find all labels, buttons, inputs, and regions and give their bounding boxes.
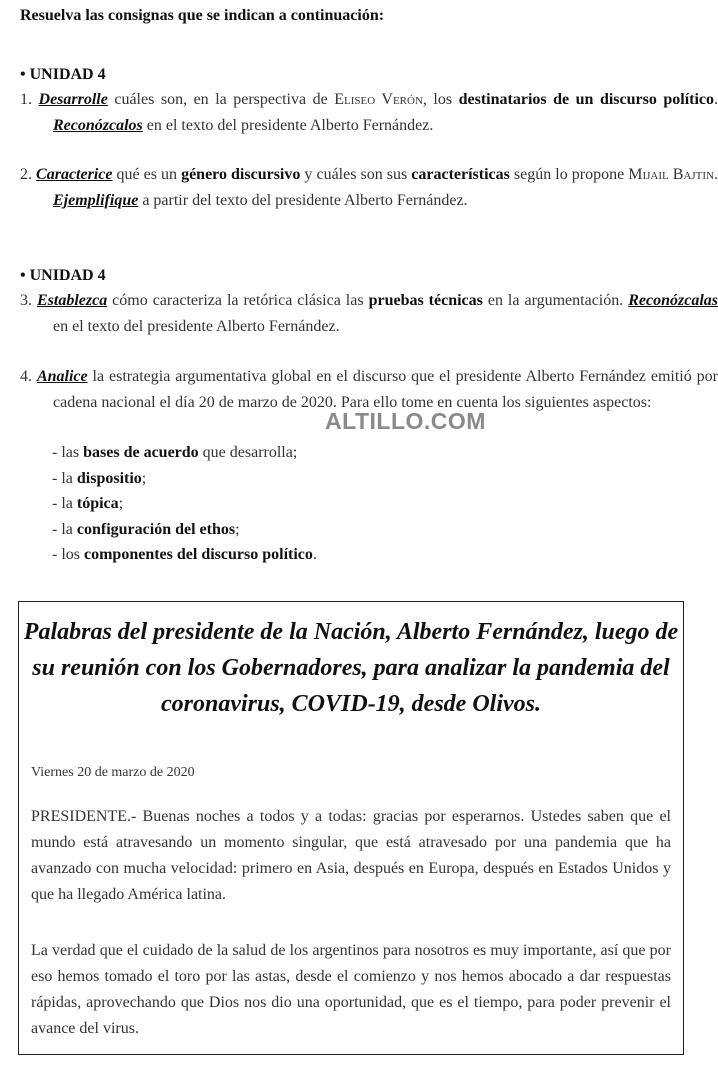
text-run: en el texto del presidente Alberto Fernández. bbox=[142, 116, 434, 134]
text-run: . bbox=[312, 546, 317, 563]
key-term: destinatarios de un discurso político bbox=[458, 91, 715, 108]
unit-heading: • UNIDAD 4 bbox=[20, 66, 106, 83]
instruction-verb: Caracterice bbox=[36, 166, 113, 183]
text-run: - la bbox=[52, 469, 77, 487]
aspect-item bbox=[52, 466, 682, 492]
instruction-verb: Analice bbox=[36, 368, 88, 385]
text-run: cuáles son, en la perspectiva de bbox=[107, 91, 335, 108]
text-run: en la argumentación. bbox=[482, 292, 629, 309]
text-run: qué es un bbox=[112, 166, 182, 183]
watermark: ALTILLO.COM bbox=[325, 408, 486, 434]
question-3 bbox=[20, 288, 718, 339]
text-run: 4. bbox=[20, 368, 37, 385]
text-run: ; bbox=[118, 495, 124, 512]
speech-date: Viernes 20 de marzo de 2020 bbox=[31, 765, 195, 780]
text-run: cómo caracteriza la retórica clásica las bbox=[107, 292, 369, 309]
text-run: - la bbox=[52, 520, 77, 538]
speech-box bbox=[18, 601, 684, 1055]
key-term: tópica bbox=[76, 495, 119, 512]
text-run: según lo propone bbox=[509, 166, 629, 183]
text-run: - las bbox=[52, 444, 84, 461]
aspect-item bbox=[52, 491, 682, 517]
question-1 bbox=[20, 87, 718, 138]
text-run: y cuáles son sus bbox=[300, 166, 412, 183]
text-run: ; bbox=[235, 520, 240, 538]
key-term: pruebas técnicas bbox=[368, 292, 483, 309]
text-run: la estrategia argumentativa global en el discurso que el presidente Alberto Fernández emitió por cadena nacional el día 20 de marzo de 2020. Para ello tome en cuenta los siguientes aspectos: bbox=[53, 368, 718, 411]
instruction-verb: Reconózcalas bbox=[628, 292, 718, 309]
speech-paragraph: La verdad que el cuidado de la salud de los argentinos para nosotros es muy importante, así que por eso hemos tomado el toro por las astas, desde el comienzo y nos hemos abocado a dar respuestas rápidas, aprovechando que Dios nos dio una oportunidad, que es el tiempo, para poder prevenir el avance del virus. bbox=[31, 942, 671, 1037]
aspect-item bbox=[52, 440, 682, 466]
instruction-verb: Ejemplifique bbox=[53, 191, 139, 209]
text-run: 3. bbox=[20, 292, 37, 309]
unit-heading: • UNIDAD 4 bbox=[20, 267, 106, 284]
key-term: componentes del discurso político bbox=[84, 546, 313, 563]
text-run: ; bbox=[141, 469, 147, 487]
key-term: dispositio bbox=[76, 469, 142, 487]
key-term: género discursivo bbox=[181, 166, 301, 183]
text-run: , los bbox=[422, 91, 459, 108]
text-run: - los bbox=[52, 546, 84, 563]
text-run: en el texto del presidente Alberto Fernández. bbox=[53, 317, 340, 335]
author-name: Mijail Bajtin bbox=[628, 166, 715, 183]
text-run: 2. bbox=[20, 166, 37, 183]
text-run: a partir del texto del presidente Alberto Fernández. bbox=[138, 191, 468, 209]
text-run: - la bbox=[52, 495, 77, 512]
aspect-item bbox=[52, 517, 682, 543]
text-run: . bbox=[714, 91, 718, 108]
instructions-heading: Resuelva las consignas que se indican a continuación: bbox=[20, 7, 385, 24]
aspects-list bbox=[52, 440, 682, 568]
speech-paragraph: PRESIDENTE.- Buenas noches a todos y a todas: gracias por esperarnos. Ustedes saben que el mundo está atravesando un momento singular, que está atravesado por una pandemia que ha avanzado con mucha velocidad: primero en Asia, después en Europa, después en Estados Unidos y que ha llegado América latina. bbox=[31, 808, 671, 903]
speech-title: Palabras del presidente de la Nación, Alberto Fernández, luego de su reunión con los Gobernadores, para analizar la pandemia del coronavirus, COVID-19, desde Olivos. bbox=[23, 619, 679, 717]
question-2 bbox=[20, 162, 718, 213]
text-run: 1. bbox=[20, 91, 39, 108]
text-run: que desarrolla; bbox=[198, 444, 298, 461]
text-run: . bbox=[714, 166, 718, 183]
key-term: características bbox=[411, 166, 510, 183]
instruction-verb: Reconózcalos bbox=[53, 116, 143, 134]
instruction-verb: Establezca bbox=[36, 292, 108, 309]
aspect-item bbox=[52, 542, 682, 568]
key-term: bases de acuerdo bbox=[83, 444, 199, 461]
instruction-verb: Desarrolle bbox=[38, 91, 108, 108]
key-term: configuración del ethos bbox=[76, 520, 236, 538]
author-name: Eliseo Verón bbox=[334, 91, 423, 108]
